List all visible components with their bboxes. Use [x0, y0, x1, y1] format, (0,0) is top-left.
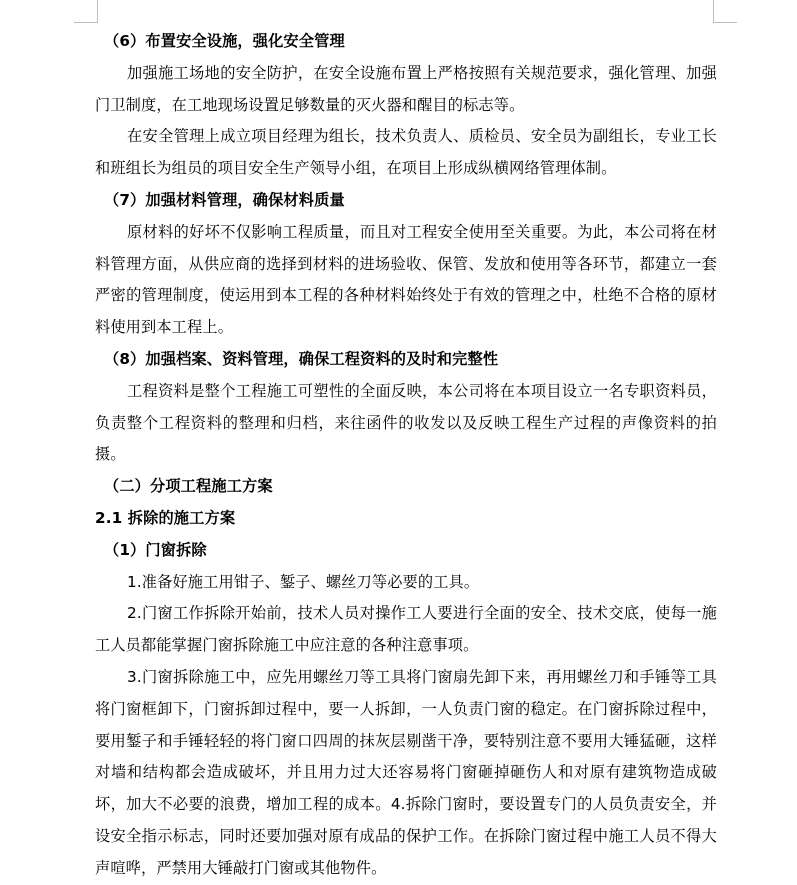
body-paragraph: 在安全管理上成立项目经理为组长，技术负责人、质检员、安全员为副组长，专业工长和班组长为组员的项目安全生产领导小组，在项目上形成纵横网络管理体制。: [95, 127, 717, 178]
body-paragraph: 加强施工场地的安全防护，在安全设施布置上严格按照有关规范要求，强化管理、加强门卫制度，在工地现场设置足够数量的灭火器和醒目的标志等。: [95, 63, 717, 114]
section-heading: （6）布置安全设施，强化安全管理: [104, 32, 345, 50]
section-heading: （1）门窗拆除: [104, 540, 207, 559]
body-paragraph: 工程资料是整个工程施工可塑性的全面反映，本公司将在本项目设立一名专职资料员，负责整个工程资料的整理和归档，来往函件的收发以及反映工程生产过程的声像资料的拍摄。: [95, 381, 717, 464]
chapter-heading: （二）分项工程施工方案: [104, 477, 273, 496]
list-paragraph: 2.门窗工作拆除开始前，技术人员对操作工人要进行全面的安全、技术交底，使每一施工人员都能掌握门窗拆除施工中应注意的各种注意事项。: [95, 604, 717, 655]
section-heading: （7）加强材料管理，确保材料质量: [104, 190, 345, 209]
margin-corner-mark: [97, 0, 98, 22]
margin-corner-mark: [74, 22, 98, 23]
margin-corner-mark: [713, 0, 714, 22]
body-paragraph: 原材料的好坏不仅影响工程质量，而且对工程安全使用至关重要。为此，本公司将在材料管理方面，从供应商的选择到材料的进场验收、保管、发放和使用等各环节，都建立一套严密的管理制度，使运用到本工程的各种材料始终处于有效的管理之中，杜绝不合格的原材料使用到本工程上。: [95, 222, 717, 337]
list-paragraph: 3.门窗拆除施工中，应先用螺丝刀等工具将门窗扇先卸下来，再用螺丝刀和手锤等工具将门窗框卸下，门窗拆卸过程中，要一人拆卸，一人负责门窗的稳定。在门窗拆除过程中，要用錾子和手锤轻轻的将门窗口四周的抹灰层剔凿干净，要特别注意不要用大锤猛砸，这样对墙和结构都会造成破坏，并且用力过大还容易将门窗砸掉砸伤人和对原有建筑物造成破坏，加大不必要的浪费，增加工程的成本。4.拆除门窗时，要设置专门的人员负责安全，并设安全指示标志，同时还要加强对原有成品的保护工作。在拆除门窗过程中施工人员不得大声喧哗，严禁用大锤敲打门窗或其他物件。: [95, 667, 717, 877]
section-heading: （8）加强档案、资料管理，确保工程资料的及时和完整性: [104, 349, 499, 368]
document-body: [95, 26, 717, 885]
list-paragraph: 1.准备好施工用钳子、錾子、螺丝刀等必要的工具。: [127, 572, 480, 591]
margin-corner-mark: [713, 22, 737, 23]
subsection-heading: 2.1 拆除的施工方案: [95, 508, 236, 527]
